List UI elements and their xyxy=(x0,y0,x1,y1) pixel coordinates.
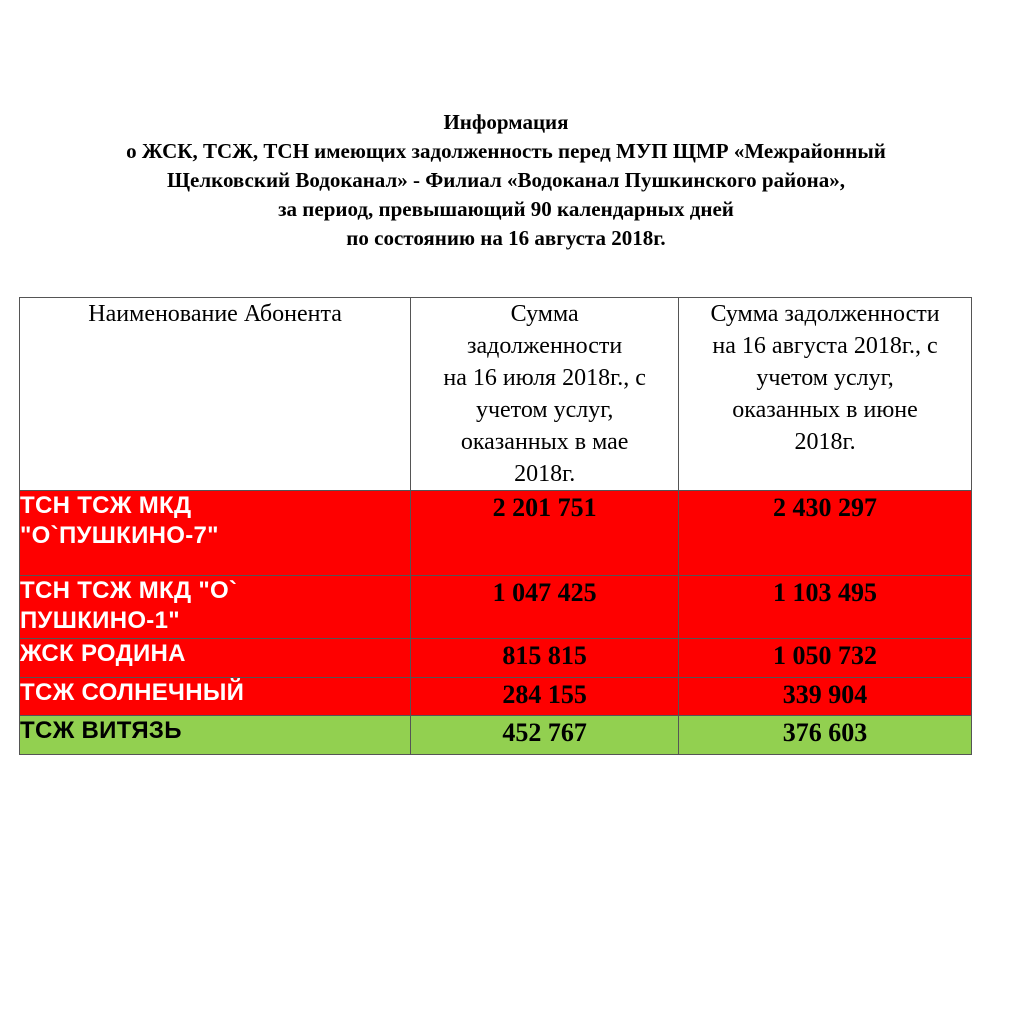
table-row xyxy=(20,716,972,755)
debt-july-value: 284 155 xyxy=(411,678,679,716)
header-debt-july-line: оказанных в мае xyxy=(460,429,629,455)
header-debt-july-line: задолженности xyxy=(467,333,623,359)
heading-organization: Щелковский Водоканал» - Филиал «Водоканал Пушкинского района», xyxy=(166,168,846,192)
header-debt-august-line: Сумма задолженности xyxy=(710,301,940,327)
debt-july-value: 815 815 xyxy=(411,639,679,678)
table-row xyxy=(20,576,972,639)
header-debt-july-line: Сумма xyxy=(510,301,579,327)
subscriber-name xyxy=(20,576,411,639)
debt-table xyxy=(19,297,972,755)
header-debt-august-line: на 16 августа 2018г., с xyxy=(712,333,938,359)
subscriber-name-line: ТСЖ ВИТЯЗЬ xyxy=(20,717,182,744)
subscriber-name-line: ТСН ТСЖ МКД "О` xyxy=(20,577,238,604)
header-debt-july-line: 2018г. xyxy=(514,461,576,487)
header-debt-july xyxy=(411,298,679,491)
subscriber-name xyxy=(20,678,411,716)
table-row xyxy=(20,491,972,576)
subscriber-name xyxy=(20,491,411,576)
table-row xyxy=(20,678,972,716)
subscriber-name xyxy=(20,639,411,678)
table-header-row xyxy=(20,298,972,491)
debt-august-value: 2 430 297 xyxy=(679,491,972,576)
debt-july-value: 2 201 751 xyxy=(411,491,679,576)
header-debt-august xyxy=(679,298,972,491)
debt-july-value: 452 767 xyxy=(411,716,679,755)
header-debt-july-line: учетом услуг, xyxy=(475,397,614,423)
header-subscriber-name: Наименование Абонента xyxy=(20,298,411,491)
heading-title: Информация xyxy=(443,110,569,134)
debt-august-value: 1 103 495 xyxy=(679,576,972,639)
subscriber-name-line: "О`ПУШКИНО-7" xyxy=(20,522,219,549)
header-debt-august-line: учетом услуг, xyxy=(756,365,894,391)
debt-july-value: 1 047 425 xyxy=(411,576,679,639)
subscriber-name-line: ТСЖ СОЛНЕЧНЫЙ xyxy=(20,679,245,706)
header-debt-july-line: на 16 июля 2018г., с xyxy=(443,365,646,391)
debt-august-value: 376 603 xyxy=(679,716,972,755)
heading-date: по состоянию на 16 августа 2018г. xyxy=(346,226,666,250)
subscriber-name-line: ЖСК РОДИНА xyxy=(20,640,186,667)
heading-subject: о ЖСК, ТСЖ, ТСН имеющих задолженность перед МУП ЩМР «Межрайонный xyxy=(126,139,886,163)
header-debt-august-line: оказанных в июне xyxy=(732,397,918,423)
debt-august-value: 339 904 xyxy=(679,678,972,716)
subscriber-name-line: ТСН ТСЖ МКД xyxy=(20,492,192,519)
header-debt-august-line: 2018г. xyxy=(794,429,856,455)
debt-august-value: 1 050 732 xyxy=(679,639,972,678)
document-heading xyxy=(0,108,1012,253)
subscriber-name xyxy=(20,716,411,755)
subscriber-name-line: ПУШКИНО-1" xyxy=(20,607,180,634)
table-row xyxy=(20,639,972,678)
heading-period: за период, превышающий 90 календарных дней xyxy=(278,197,734,221)
